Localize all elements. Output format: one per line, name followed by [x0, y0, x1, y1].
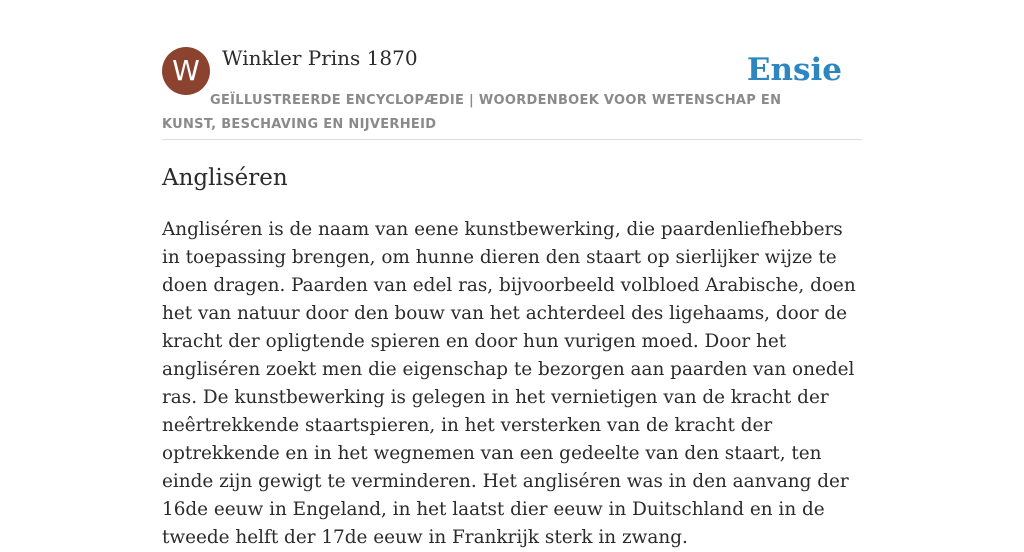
- brand-logo[interactable]: Ensie: [746, 52, 842, 88]
- entry-body: Angliséren is de naam van eene kunstbewerking, die paardenliefhebbers in toepassing brengen, om hunne dieren den staart op sierlijker wijze te doen dragen. Paarden van edel ras, bijvoorbeeld volbloed Arabische, doen het van natuur door den bouw van het achterdeel des ligehaams, door de kracht der opligtende spieren en door hun vurigen moed. Door het angliséren zoekt men die eigenschap te bezorgen aan paarden van onedel ras. De kunstbewerking is gelegen in het vernietigen van de kracht der neêrtrekkende staartspieren, in het versterken van de kracht der optrekkende en in het wegnemen van een gedeelte van den staart, ten einde zijn gewigt te verminderen. Het angliséren was in den aanvang der 16de eeuw in Engeland, in het laatst dier eeuw in Duitschland en in de tweede helft der 17de eeuw in Frankrijk sterk in zwang.: [162, 219, 856, 548]
- book-subtitle: GEÏLLUSTREERDE ENCYCLOPÆDIE | WOORDENBOEK VOOR WETENSCHAP EN KUNST, BESCHAVING EN NIJVERHEID: [162, 93, 782, 132]
- avatar[interactable]: W: [162, 47, 210, 95]
- book-title[interactable]: Winkler Prins 1870: [222, 46, 418, 70]
- entry-title: Angliséren: [162, 165, 288, 191]
- header-divider: [162, 139, 862, 140]
